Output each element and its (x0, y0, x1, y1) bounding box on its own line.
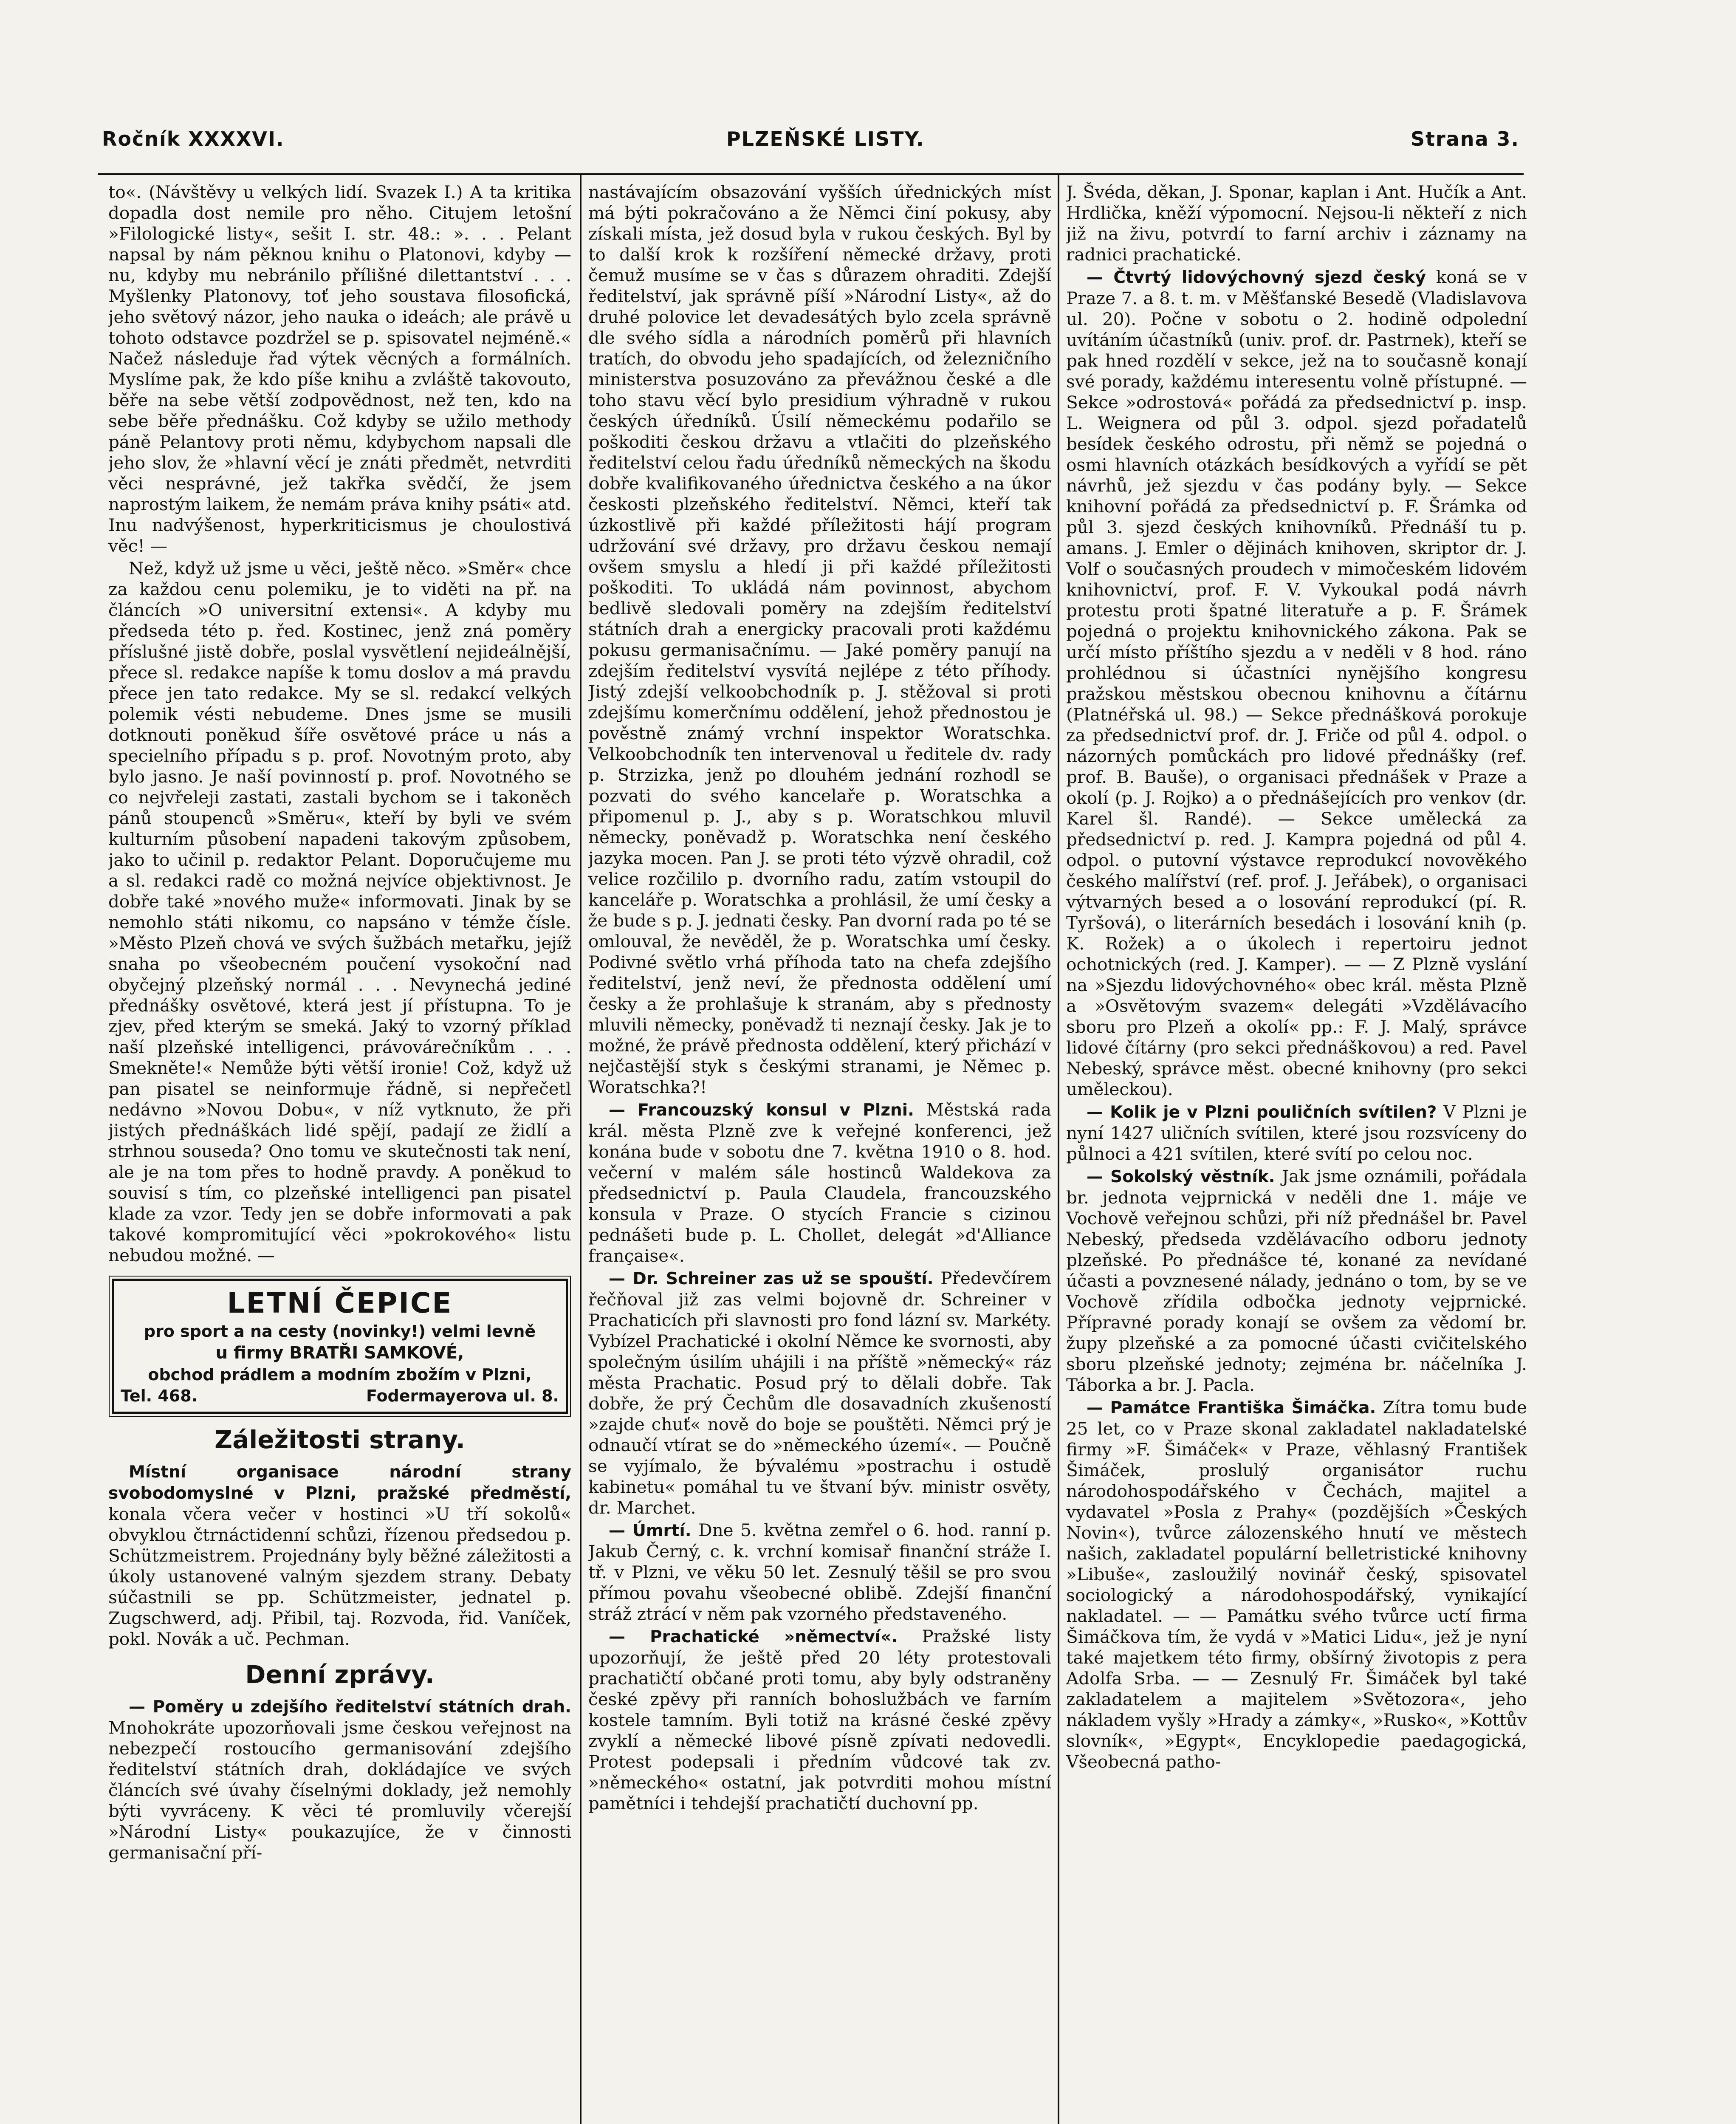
news-item (1066, 1166, 1527, 1395)
news-item-title: — Kolik je v Plzni pouličních svítilen? (1087, 1103, 1437, 1122)
ad-line: obchod prádlem a modním zbožím v Plzni, (148, 1365, 532, 1384)
news-item-text: konala včera večer v hostinci »U tří sokolů« obvyklou čtrnáctidenní schůzi, řízenou předsedou p. Schützmeistrem. Projednány byly běžné záležitosti a úkoly ustanovené valným sjezdem strany. Debaty súčastnili se pp. Schützmeister, jednatel p. Zugschwerd, adj. Přibil, taj. Rozvoda, řid. Vaníček, pokl. Novák a uč. Pechman. (108, 1504, 571, 1649)
news-item-title: — Čtvrtý lidovýchovný sjezd český (1087, 268, 1426, 287)
column-1 (108, 182, 571, 2124)
news-item-title: — Francouzský konsul v Plzni. (609, 1101, 914, 1120)
newspaper-title: PLZEŇSKÉ LISTY. (726, 127, 925, 150)
ad-firm: u firmy BRATŘI SAMKOVÉ, (215, 1343, 464, 1363)
news-item (1066, 1102, 1527, 1164)
news-item-text: V Plzni je nyní 1427 uličních svítilen, které jsou rozsvíceny do půlnoci a 421 svítilen, které svítí po celou noc. (1066, 1102, 1527, 1164)
news-item-title: — Sokolský věstník. (1087, 1167, 1275, 1186)
news-item-text: Mnohokráte upozorňovali jsme českou veřejnost na nebezpečí rostoucího germanisování zdejšího ředitelství státních drah, dokládajíce ve svých článcích své úvahy číselnými doklady, jež nemohly býti vyvráceny. K věci té promluvily včerejší »Národní Listy« poukazujíce, že v činnosti germanisační pří- (108, 1717, 571, 1863)
news-item (108, 1696, 571, 1863)
header-rule (98, 173, 1524, 175)
page-header (102, 127, 1519, 161)
news-item-text: Předevčírem řečňoval již zas velmi bojovně dr. Schreiner v Prachaticích při slavnosti pro fond lázní sv. Markéty. Vybízel Prachatické i okolní Němce ke svornosti, aby společným úsilím uhájili i na příště »německý« ráz města Prachatic. Posud prý to dělali dobře. Tak dobře, že prý Čechům dle dosavadních zkušeností »zajde chuť« nově do boje se pouštěti. Němci prý je odnaučí vtírat se do »německého území«. — Poučně se vyjímalo, že bývalému »postrachu i ostudě kabinetu« pomáhal tu ve štvaní býv. ministr osvěty, dr. Marchet. (588, 1268, 1051, 1518)
news-item-text: Městská rada král. města Plzně zve k veřejné konferenci, jež konána bude v sobotu dne 7. května 1910 o 8. hod. večerní v malém sále hostinců Waldekova za předsednictví p. Paula Claudela, francouzského konsula v Praze. O stycích Francie s cizinou pednášeti bude p. L. Chollet, delegát »d'Alliance française«. (588, 1099, 1051, 1266)
ad-address: Fodermayerova ul. 8. (366, 1387, 559, 1405)
news-item (588, 1520, 1051, 1624)
news-item-title: — Úmrtí. (609, 1521, 692, 1540)
news-item-text: Zítra tomu bude 25 let, co v Praze skonal zakladatel nakladatelské firmy »F. Šimáček« v Praze, věhlasný František Šimáček, proslulý organisátor ruchu národohospodářského v Čechách, majitel a vydavatel »Posla z Prahy« (pozdějších »Českých Novin«), tvůrce zálozenského hnutí ve městech našich, zakladatel populární belletristické knihovny »Libuše«, zasloužilý novinář český, spisovatel sociologický a národohospodářský, vynikající nakladatel. — — Památku svého tvůrce uctí firma Šimáčkova tím, že vydá v »Matici Lidu«, jež je nyní také majetkem této firmy, obšírný životopis z pera Adolfa Srba. — — Zesnulý Fr. Šimáček byl také zakladatelem a majitelem »Světozora«, jeho nákladem vyšly »Hrady a zámky«, »Rusko«, »Kottův slovník«, »Egypt«, Encyklopedie paedagogická, Všeobecná patho- (1066, 1397, 1527, 1772)
news-item (588, 1099, 1051, 1266)
news-item (108, 1461, 571, 1649)
news-item-text: koná se v Praze 7. a 8. t. m. v Měšťanské Besedě (Vladislavova ul. 20). Počne v sobotu o 2. hodině odpolední uvítáním účastníků (univ. prof. dr. Pastrnek), kteří se pak hned rozdělí v sekce, jež na to současně konají své porady, každému interesentu volně přístupné. — Sekce »odrostová« pořádá za předsednictví p. insp. L. Weignera od půl 3. odpol. sjezd pořadatelů besídek českého odrostu, při němž se pojedná o osmi hlavních otázkách besídkových a vyřídí se pět návrhů, jež sjezdu v čas podány byly. — Sekce knihovní pořádá za předsednictví p. F. Šrámka od půl 3. sjezd českých knihovníků. Přednáší tu p. amans. J. Emler o dějinách knihoven, skriptor dr. J. Volf o současných proudech v mimočeském lidovém knihovnictví, prof. F. V. Vykoukal podá návrh protestu proti špatné literatuře a p. F. Šrámek pojedná o projektu knihovnického zákona. Pak se určí místo příštího sjezdu a v neděli v 8 hod. ráno prohlédnou si účastníci nynějšího kongresu pražskou městskou obecnou knihovnu a čítárnu (Platnéřská ul. 98.) — Sekce přednášková porokuje za předsednictví prof. dr. J. Friče od půl 4. odpol. o názorných pomůckách pro lidové přednášky (ref. prof. B. Bauše), o organisaci přednášek v Praze a okolí (p. J. Rojko) a o přednášejících pro venkov (dr. Karel šl. Randé). — Sekce umělecká za předsednictví p. red. J. Kampra pojedná od půl 4. odpol. o putovní výstavce reprodukcí novověkého českého malířství (ref. prof. J. Jeřábek), o organisaci výtvarných besed a o losování reprodukcí (pí. R. Tyršová), o literárních besedách i losování knih (p. K. Rožek) a o úkolech i repertoiru jednot ochotnických (red. J. Kamper). — — Z Plzně vyslání na »Sjezdu lidovýchovného« obec král. města Plzně a »Osvětovým svazem« delegáti »Vzdělávacího sboru pro Plzeň a okolí« pp.: F. J. Malý, správce lidové čítárny (pro sekci přednáškovou) a red. Pavel Nebeský, správce měst. obecné knihovny (pro sekci uměleckou). (1066, 267, 1527, 1099)
news-item (588, 1626, 1051, 1814)
news-item (1066, 267, 1527, 1100)
news-item-title: Místní organisace národní strany svobodomyslné v Plzni, pražské předměstí, (108, 1463, 571, 1503)
news-item-text: Dne 5. května zemřel o 6. hod. ranní p. Jakub Černý, c. k. vrchní komisař finanční stráže I. tř. v Plzni, ve věku 50 let. Zesnulý těšil se pro svou přímou povahu všeobecné oblibě. Zdejší finanční stráž ztrácí v něm pak vzorného představeného. (588, 1520, 1051, 1624)
column-2 (588, 182, 1051, 2124)
ad-telephone: Tel. 468. (121, 1387, 198, 1405)
ad-line: pro sport a na cesty (novinky!) velmi levně (144, 1322, 536, 1341)
news-item-title: — Prachatické »němectví«. (609, 1627, 898, 1647)
news-item-title: — Dr. Schreiner zas už se spouští. (609, 1269, 934, 1288)
article-continuation: to«. (Návštěvy u velkých lidí. Svazek I.) A ta kritika dopadla dost nemile pro něho. Citujem letošní »Filologické listy«, sešit I. str. 48.: ». . . Pelant napsal by nám pěknou knihu o Platonovi, kdyby — nu, kdyby mu nebránilo přílišné dilettantství . . . Myšlenky Platonovy, toť jeho soustava filosofická, jeho světový názor, jeho nauka o ideách; ale právě u tohoto odstavce pozdržel se p. spisovatel nejméně.« Načež následuje řad výtek věcných a formálních. Myslíme pak, že kdo píše knihu a zvláště takovouto, běře na sebe větší zodpovědnost, než ten, kdo na sebe běře přednášku. Což kdyby se užilo methody páně Pelantovy proti němu, kdybychom napsali dle jeho slov, že »hlavní věcí je znáti předmět, netvrditi věci nesprávné, jež takřka svědčí, že jsem naprostým laikem, že nemám práva knihy psáti« atd. Inu nadvýšenost, hyperkriticismus je choulostivá věc! — (108, 182, 571, 556)
section-heading: Záležitosti strany. (215, 1425, 465, 1454)
news-item-title: — Poměry u zdejšího ředitelství státních drah. (129, 1698, 571, 1717)
news-item-title: — Památce Františka Šimáčka. (1087, 1398, 1376, 1418)
page-number: Strana 3. (1410, 127, 1519, 150)
ad-footer (121, 1385, 559, 1407)
article-continuation: nastávajícím obsazování vyšších úřednických míst má býti pokračováno a že Němci činí pokusy, aby získali místa, jež dosud byla v rukou českých. Byl by to další krok k rozšíření německé državy, proti čemuž musíme se v čas s důrazem ohraditi. Zdejší ředitelství, jak správně píší »Národní Listy«, až do druhé polovice let devadesátých bylo zcela správně dle svého sídla a národních poměrů při hlavních tratích, do obvodu jeho spadajících, od železničního ministerstva posuzováno za převážnou české a dle toho stavu věcí bylo presidium výhradně v rukou českých úředníků. Úsilí německému podařilo se poškoditi českou državu a vtlačiti do plzeňského ředitelství celou řadu úředníků německých na škodu dobře kvalifikovaného úřednictva českého a na úkor českosti plzeňského ředitelství. Němci, kteří tak úzkostlivě při každé příležitosti hájí program udržování své državy, pro državu českou nemají ovšem smyslu a hledí ji při každé příležitosti poškoditi. To ukládá nám povinnost, abychom bedlivě sledovali poměry na zdejším ředitelství státních drah a energicky pracovali proti každému pokusu germanisačnímu. — Jaké poměry panují na zdejším ředitelství vysvítá nejlépe z této příhody. Jistý zdejší velkoobchodník p. J. stěžoval si proti zdejšímu komerčnímu oddělení, jehož přednostou je pověstně známý vrchní inspektor Woratschka. Velkoobchodník ten intervenoval u ředitele dv. rady p. Strzizka, jenž po dlouhém jednání rozhodl se pozvati do svého kancelaře p. Woratschka a připomenul p. J., aby s p. Woratschkou mluvil německy, poněvadž p. Woratschka není českého jazyka mocen. Pan J. se proti této výzvě ohradil, což velice rozčililo p. dvorního radu, zatím vstoupil do kanceláře p. Woratschka a prohlásil, že umí česky a že bude s p. J. jednati česky. Pan dvorní rada po té se omlouval, že nevěděl, že p. Woratschka umí česky. Podivné světlo vrhá příhoda tato na chefa zdejšího ředitelství, jenž neví, že přednosta oddělení umí česky a že prohlašuje k stranám, aby s přednosty mluvili německy, poněvadž ti neznají česky. Jak je to možné, že právě přednosta oddělení, který přichází v nejčastější styk s českými stranami, je Němec p. Woratschka?! (588, 182, 1051, 1097)
article-continuation: J. Švéda, děkan, J. Sponar, kaplan i Ant. Hučík a Ant. Hrdlička, kněží výpomocní. Nejsou-li někteří z nich již na živu, potvrdí to farní archiv i záznamy na radnici prachatické. (1066, 182, 1527, 265)
section-heading: Denní zprávy. (245, 1660, 435, 1689)
news-item-text: Jak jsme oznámili, pořádala br. jednota vejprnická v neděli dne 1. máje ve Vochově veřejnou schůzi, při níž přednášel br. Pavel Nebeský, předseda vzdělávacího odboru jednoty plzeňské. Po přednášce té, konané za nevídané účasti a povznesené nálady, jednáno o tom, by se ve Vochově zřídila odbočka jednoty vejprnické. Přípravné porady konají se ovšem za vědomí br. župy plzeňské a za pomocné účasti cvičitelského sboru plzeňské jednoty; zejména br. náčelníka J. Táborka a br. J. Pacla. (1066, 1166, 1527, 1395)
ad-title: LETNÍ ČEPICE (227, 1287, 453, 1319)
volume-number: Ročník XXXXVI. (102, 127, 285, 150)
column-3 (1066, 182, 1527, 2124)
column-divider-2 (1058, 175, 1059, 2124)
news-item (588, 1268, 1051, 1518)
column-divider-1 (580, 175, 581, 2124)
news-item-text: Pražské listy upozorňují, že ještě před 20 léty protestovali prachatičtí občané proti tomu, aby byly odstraněny české zpěvy při ranních bohoslužbách ve farním kostele tamním. Byli totiž na krásné české zpěvy zvyklí a německé libové písně zpívati nedovedli. Protest podepsali i předním vůdcové tak zv. »německého« ostatní, jak potvrditi mohou místní pamětníci i tehdejší prachatičtí duchovní pp. (588, 1626, 1051, 1813)
advertisement (112, 1279, 568, 1414)
article-paragraph: Než, když už jsme u věci, ještě něco. »Směr« chce za každou cenu polemiku, je to viděti na př. na článcích »O universitní extensi«. A kdyby mu předseda této p. řed. Kostinec, jenž zná poměry příslušné jistě dobře, poslal vysvětlení nejideálnější, přece sl. redakce napíše k tomu doslov a má pravdu přece jen tato redakce. My se sl. redakcí velkých polemik vésti nebudeme. Dnes jsme se musili dotknouti poněkud šíře osvětové práce u nás a specielního případu s p. prof. Novotným proto, aby bylo jasno. Je naší povinností p. prof. Novotného se co nejvřeleji zastati, zastali bychom se i takoněch pánů stoupenců »Směru«, kteří by byli ve svém kulturním působení napadeni takovým způsobem, jako to učinil p. redaktor Pelant. Doporučujeme mu a sl. redakci radě co možná nejvíce objektivnost. Je dobře také »nového muže« informovati. Jinak by se nemohlo státi nikomu, co napsáno v témže čísle. »Město Plzeň chová ve svých šužbách metařku, jejíž snaha po všeobecném poučení vysokoční nad obyčejný plzeňský normál . . . Nevynechá jediné přednášky osvětové, která jest jí přístupna. To je zjev, před kterým se smeká. Jaký to vzorný příklad naší plzeňské intelligenci, právovárečníkům . . . Smekněte!« Nemůže býti větší ironie! Což, když už pan pisatel se neinformuje řádně, si nepřečetl nedávno »Novou Dobu«, v níž vytknuto, že při jistých přednáškách lidé spějí, padají ze židlí a strhnou souseda? Ono tomu ve skutečnosti tak není, ale je na tom přes to hodně pravdy. A poněkud to souvisí s tím, co plzeňské intelligenci pan pisatel klade za vzor. Tedy jen se dobře informovati a pak takové kompromitující věci »pokrokového« listu nebudou možné. — (108, 558, 571, 1265)
news-item (1066, 1397, 1527, 1772)
